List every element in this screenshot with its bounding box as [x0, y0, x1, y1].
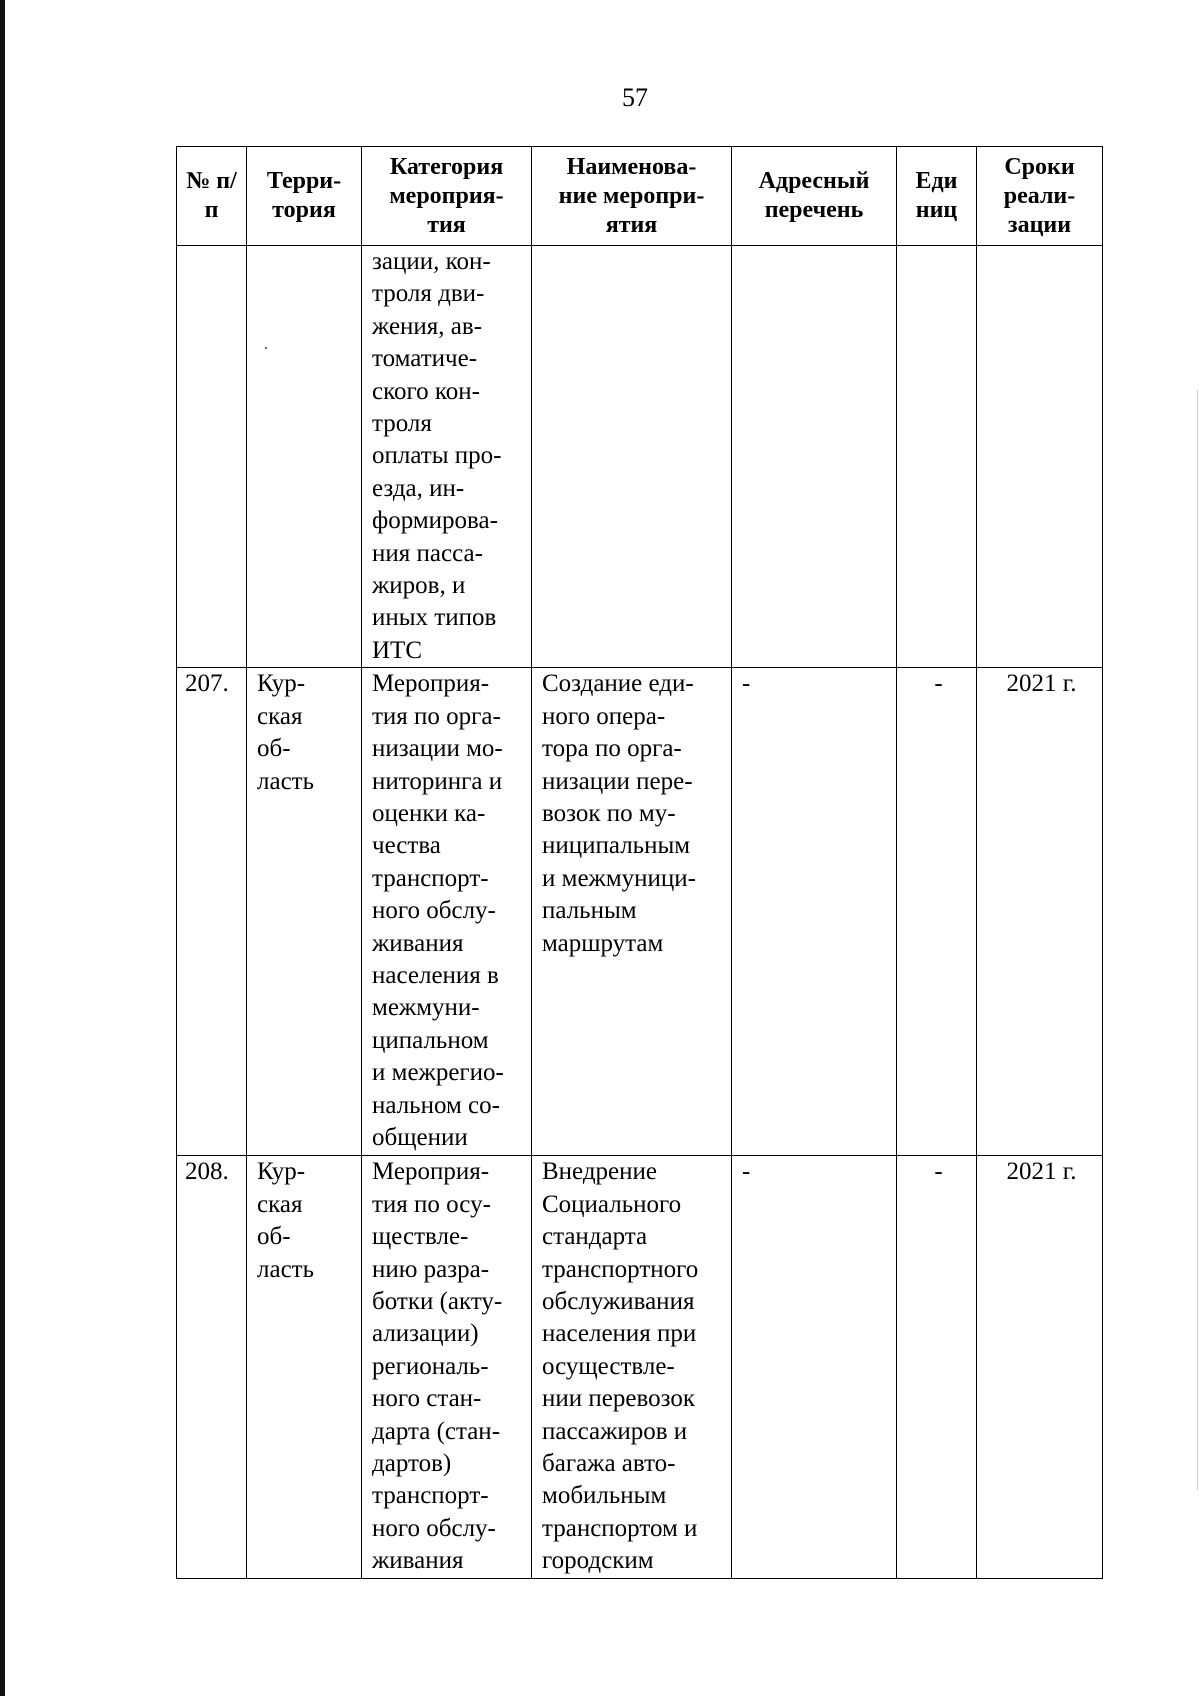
table-row [177, 1156, 1103, 1578]
header-territory: Терри- тория [247, 147, 362, 246]
cell-period: 2021 г. [977, 1156, 1103, 1578]
scan-border-right [1197, 390, 1198, 1490]
cell-units: - [897, 1156, 977, 1578]
cell-activity-name: Внедрение Социального стандарта транспортного обслуживания населения при осуществле- нии перевозок пассажиров и багажа авто- мобильным транспортом и городским [532, 1156, 732, 1578]
header-category: Категория мероприя- тия [362, 147, 532, 246]
cell-units [897, 246, 977, 668]
cell-category: зации, кон- троля дви- жения, ав- томатиче- ского кон- троля оплаты про- езда, ин- формирова- ния пасса- жиров, и иных типов ИТС [362, 246, 532, 668]
cell-period [977, 246, 1103, 668]
cell-address-list [732, 246, 897, 668]
cell-number [177, 246, 247, 668]
cell-address-list: - [732, 668, 897, 1156]
table-row [177, 246, 1103, 668]
scan-speck [265, 347, 267, 349]
header-address-list: Адресный перечень [732, 147, 897, 246]
cell-category: Мероприя- тия по осу- ществле- нию разра- ботки (акту- ализации) региональ- ного стан- дарта (стан- дартов) транспорт- ного обслу- живания [362, 1156, 532, 1578]
cell-activity-name [532, 246, 732, 668]
header-number: № п/п [177, 147, 247, 246]
header-activity-name: Наименова- ние меропри- ятия [532, 147, 732, 246]
cell-territory: Кур- ская об- ласть [247, 668, 362, 1156]
cell-activity-name: Создание еди- ного опера- тора по орга- низации пере- возок по му- ниципальным и межмуници- пальным маршрутам [532, 668, 732, 1156]
activities-table [176, 146, 1103, 1579]
page-number: 57 [622, 83, 648, 112]
scan-border-left [0, 0, 5, 1696]
header-units: Еди ниц [897, 147, 977, 246]
cell-address-list: - [732, 1156, 897, 1578]
cell-number: 208. [177, 1156, 247, 1578]
header-period: Сроки реали- зации [977, 147, 1103, 246]
cell-number: 207. [177, 668, 247, 1156]
cell-category: Мероприя- тия по орга- низации мо- ниторинга и оценки ка- чества транспорт- ного обслу- живания населения в межмуни- ципальном и межрегио- нальном со- общении [362, 668, 532, 1156]
cell-period: 2021 г. [977, 668, 1103, 1156]
table-row [177, 668, 1103, 1156]
cell-territory [247, 246, 362, 668]
cell-units: - [897, 668, 977, 1156]
cell-territory: Кур- ская об- ласть [247, 1156, 362, 1578]
table-header-row [177, 147, 1103, 246]
